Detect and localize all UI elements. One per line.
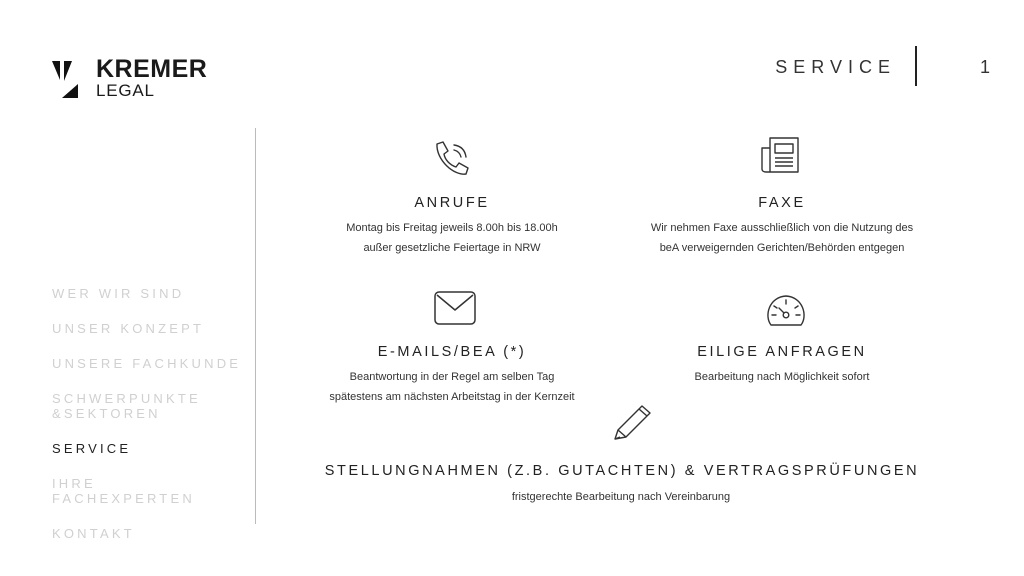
nav-item-kontakt[interactable]: KONTAKT bbox=[52, 526, 135, 541]
page-number: 1 bbox=[980, 57, 991, 77]
nav-item-ihre-fachexperten[interactable]: IHRE FACHEXPERTEN bbox=[52, 476, 195, 506]
kremer-logo-mark bbox=[52, 58, 84, 98]
pencil-icon bbox=[612, 402, 654, 442]
nav-item-unsere-fachkunde[interactable]: UNSERE FACHKUNDE bbox=[52, 356, 242, 371]
sidebar-divider bbox=[255, 128, 256, 524]
service-text-faxe-1: Wir nehmen Faxe ausschließlich von die Nutzung des bbox=[650, 222, 914, 234]
service-text-eilige-anfragen: Bearbeitung nach Möglichkeit sofort bbox=[694, 371, 870, 383]
service-text-emails-1: Beantwortung in der Regel am selben Tag bbox=[349, 371, 555, 383]
nav-item-schwerpunkte-sektoren[interactable]: SCHWERPUNKTE &SEKTOREN bbox=[52, 391, 201, 421]
brand-sub: LEGAL bbox=[96, 81, 155, 100]
nav-item-wer-wir-sind[interactable]: WER WIR SIND bbox=[52, 286, 185, 301]
nav-item-unser-konzept[interactable]: UNSER KONZEPT bbox=[52, 321, 205, 336]
header-divider bbox=[915, 46, 917, 86]
page-title: SERVICE bbox=[775, 57, 896, 77]
service-title-stellungnahmen: STELLUNGNAHMEN (Z.B. GUTACHTEN) & VERTRAGSPRÜFUNGEN bbox=[324, 463, 920, 479]
service-title-anrufe: ANRUFE bbox=[414, 195, 490, 211]
service-text-faxe-2: beA verweigernden Gerichten/Behörden entgegen bbox=[659, 242, 905, 254]
service-text-emails-2: spätestens am nächsten Arbeitstag in der Kernzeit bbox=[329, 391, 575, 403]
service-text-anrufe-2: außer gesetzliche Feiertage in NRW bbox=[363, 242, 541, 254]
phone-icon bbox=[432, 140, 472, 178]
brand-name: KREMER bbox=[96, 55, 208, 83]
envelope-icon bbox=[433, 290, 477, 326]
fax-document-icon bbox=[760, 136, 800, 176]
service-title-eilige-anfragen: EILIGE ANFRAGEN bbox=[697, 344, 867, 360]
service-text-stellungnahmen: fristgerechte Bearbeitung nach Vereinbarung bbox=[511, 491, 731, 503]
nav-item-service[interactable]: SERVICE bbox=[52, 441, 132, 456]
service-title-emails: E-MAILS/BEA (*) bbox=[377, 344, 527, 360]
speedometer-icon bbox=[765, 294, 807, 326]
service-title-faxe: FAXE bbox=[758, 195, 806, 211]
sidebar-nav bbox=[52, 286, 242, 561]
service-text-anrufe-1: Montag bis Freitag jeweils 8.00h bis 18.00h bbox=[346, 222, 558, 234]
